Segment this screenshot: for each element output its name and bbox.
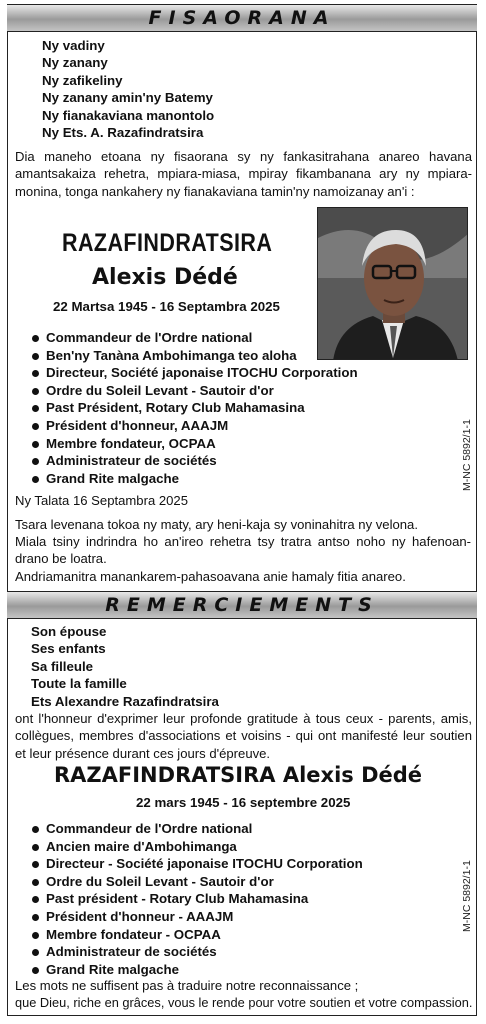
family-member: Ny zafikeliny: [42, 72, 123, 88]
title-item: Président d'honneur, AAAJM: [32, 417, 358, 435]
family-member: Ets Alexandre Razafindratsira: [31, 693, 219, 709]
life-dates: 22 Martsa 1945 - 16 Septambra 2025: [53, 299, 280, 314]
title-item: Past président - Rotary Club Mahamasina: [32, 890, 363, 908]
family-list: [42, 37, 214, 141]
title-item: Ordre du Soleil Levant - Sautoir d'or: [32, 873, 363, 891]
title-item: Administrateur de sociétés: [32, 452, 358, 470]
intro-paragraph: Dia maneho etoana ny fisaorana sy ny fankasitrahana anareo havana amantsakaiza rehetra, mpiara-miasa, mpiray fikambanana ary ny mpiara-monina, tonga nankahery ny fianakaviana tamin'ny namoizanay an'i :: [15, 149, 472, 199]
deceased-surname: RAZAFINDRATSIRA: [62, 229, 273, 257]
title-item: Membre fondateur - OCPAA: [32, 926, 363, 944]
closing-line-fr-2: que Dieu, riche en grâces, vous le rende pour votre soutien et votre compassion.: [15, 995, 473, 1010]
titles-list: [32, 329, 358, 487]
titles-list-fr: [32, 820, 363, 978]
title-item: Grand Rite malgache: [32, 470, 358, 488]
title-item: Président d'honneur - AAAJM: [32, 908, 363, 926]
family-member: Ny zanany amin'ny Batemy: [42, 90, 213, 106]
closing-line-3: Andriamanitra manankarem-pahasoavana anie hamaly fitia anareo.: [15, 569, 406, 584]
closing-line-1: Tsara levenana tokoa ny maty, ary heni-kaja sy voninahitra ny velona.: [15, 517, 418, 532]
title-item: Commandeur de l'Ordre national: [32, 820, 363, 838]
closing-line-fr-1: Les mots ne suffisent pas à traduire notre reconnaissance ;: [15, 978, 359, 993]
reference-code: M-NC 5892/1-1: [461, 419, 473, 491]
family-member: Son épouse: [31, 624, 107, 639]
family-member: Toute la famille: [31, 676, 127, 692]
fisaorana-banner: [7, 4, 477, 32]
family-member: Sa filleule: [31, 658, 94, 674]
reference-code-fr: M-NC 5892/1-1: [461, 860, 473, 932]
remerciements-banner: [7, 591, 477, 619]
intro-paragraph-fr: ont l'honneur d'exprimer leur profonde gratitude à tous ceux - parents, amis, collègues, membres d'associations et voisins - qui ont manifesté leur soutien et leur présence durant ces jours d'épreuve.: [15, 711, 472, 761]
title-item: Membre fondateur, OCPAA: [32, 435, 358, 453]
deceased-full-name: RAZAFINDRATSIRA Alexis Dédé: [54, 763, 423, 787]
title-item: Directeur, Société japonaise ITOCHU Corporation: [32, 364, 358, 382]
title-item: Grand Rite malgache: [32, 961, 363, 979]
family-member: Ny vadiny: [42, 38, 105, 53]
banner-title: REMERCIEMENTS: [105, 594, 379, 616]
title-item: Administrateur de sociétés: [32, 943, 363, 961]
death-date: Ny Talata 16 Septambra 2025: [15, 493, 188, 508]
closing-line-2: Miala tsiny indrindra ho an'ireo rehetra tsy tratra antso noho ny hafenoan-drano be loatra.: [15, 534, 471, 567]
title-item: Commandeur de l'Ordre national: [32, 329, 358, 347]
title-item: Ancien maire d'Ambohimanga: [32, 838, 363, 856]
family-member: Ny zanany: [42, 55, 108, 71]
title-item: Directeur - Société japonaise ITOCHU Corporation: [32, 855, 363, 873]
title-item: Past Président, Rotary Club Mahamasina: [32, 399, 358, 417]
family-member: Ny fianakaviana manontolo: [42, 107, 215, 123]
family-member: Ses enfants: [31, 641, 106, 657]
title-item: Ben'ny Tanàna Ambohimanga teo aloha: [32, 347, 358, 365]
deceased-given-names: Alexis Dédé: [92, 265, 238, 290]
family-member: Ny Ets. A. Razafindratsira: [42, 124, 204, 140]
life-dates-fr: 22 mars 1945 - 16 septembre 2025: [136, 795, 351, 810]
title-item: Ordre du Soleil Levant - Sautoir d'or: [32, 382, 358, 400]
banner-title: FISAORANA: [148, 7, 336, 29]
family-list-fr: [31, 623, 219, 710]
